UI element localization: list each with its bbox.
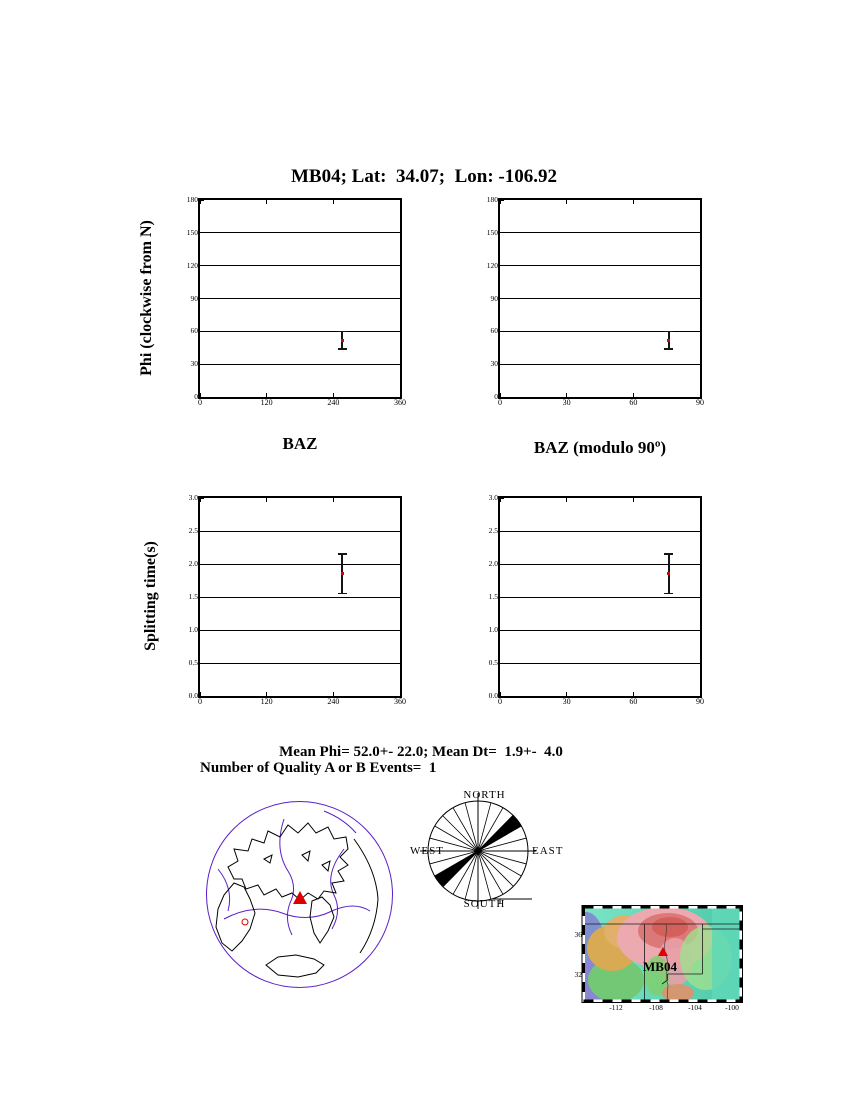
gridline	[200, 531, 400, 532]
x-tick-label: 240	[327, 398, 340, 407]
compass-label-north: NORTH	[463, 789, 506, 801]
x-tick-mark	[333, 200, 334, 204]
compass-label-west: WEST	[410, 845, 444, 857]
x-tick-mark	[333, 393, 334, 397]
x-tick-mark	[200, 498, 201, 502]
coastline-islands	[264, 851, 330, 871]
x-tick-mark	[633, 692, 634, 696]
y-tick-label: 0.5	[488, 658, 498, 667]
y-tick-mark	[200, 498, 204, 499]
y-tick-label: 2.0	[188, 559, 198, 568]
gridline	[500, 232, 700, 233]
y-tick-label: 60	[190, 326, 198, 336]
y-tick-label: 90	[190, 293, 198, 303]
x-tick-mark	[700, 200, 701, 204]
rose-spoke	[465, 803, 478, 851]
x-tick-mark	[500, 393, 501, 397]
rose-spoke	[478, 851, 526, 864]
x-tick-mark	[633, 200, 634, 204]
y-tick-label: 150	[186, 227, 198, 237]
y-tick-label: 1.0	[188, 625, 198, 634]
y-tick-mark	[500, 331, 504, 332]
map-xtick: -104	[688, 1003, 702, 1012]
error-bar-cap	[338, 553, 347, 555]
y-tick-label: 120	[186, 260, 198, 270]
gridline	[200, 564, 400, 565]
y-tick-label: 3.0	[188, 493, 198, 502]
x-tick-mark	[633, 393, 634, 397]
y-tick-label: 0.5	[188, 658, 198, 667]
x-tick-mark	[566, 393, 567, 397]
y-tick-mark	[200, 200, 204, 201]
map-ytick: 32	[574, 970, 582, 979]
y-tick-mark	[500, 232, 504, 233]
map-station-label: MB04	[643, 959, 677, 974]
x-tick-label: 360	[394, 697, 406, 706]
plot-dt-vs-baz	[188, 493, 406, 706]
y-tick-mark	[500, 265, 504, 266]
x-tick-mark	[266, 692, 267, 696]
x-tick-mark	[200, 692, 201, 696]
plate-boundary-line	[331, 849, 344, 929]
rose-wedge	[478, 815, 521, 851]
gridline	[200, 265, 400, 266]
x-tick-label: 90	[696, 697, 704, 706]
y-tick-mark	[200, 331, 204, 332]
error-bar-cap	[664, 593, 673, 595]
y-tick-mark	[200, 232, 204, 233]
plot-phi-vs-baz-mod90	[486, 195, 704, 407]
y-tick-mark	[200, 663, 204, 664]
y-tick-mark	[200, 298, 204, 299]
x-axis-label-baz-mod90: BAZ (modulo 90º)	[533, 438, 667, 457]
data-point	[667, 572, 670, 575]
gridline	[200, 663, 400, 664]
y-tick-label: 0.0	[488, 691, 498, 700]
rose-diagram	[402, 785, 567, 920]
page-title: MB04; Lat: 34.07; Lon: -106.92	[291, 166, 557, 187]
y-tick-label: 2.5	[488, 526, 498, 535]
x-tick-label: 0	[498, 398, 502, 407]
y-tick-label: 1.5	[188, 592, 198, 601]
y-tick-mark	[500, 597, 504, 598]
y-tick-label: 2.5	[188, 526, 198, 535]
y-tick-label: 3.0	[488, 493, 498, 502]
y-tick-mark	[500, 531, 504, 532]
x-tick-mark	[633, 498, 634, 502]
y-tick-label: 0.0	[188, 691, 198, 700]
data-point	[667, 339, 670, 342]
x-tick-label: 120	[260, 398, 273, 407]
coastline-south	[266, 955, 324, 977]
x-tick-mark	[700, 498, 701, 502]
gridline	[500, 364, 700, 365]
y-axis-label-phi: Phi (clockwise from N)	[138, 220, 155, 376]
y-tick-label: 1.5	[488, 592, 498, 601]
gridline	[200, 597, 400, 598]
data-point	[341, 572, 344, 575]
x-tick-mark	[700, 393, 701, 397]
error-bar-cap	[338, 331, 347, 333]
y-tick-label: 2.0	[488, 559, 498, 568]
y-tick-mark	[500, 498, 504, 499]
y-tick-label: 30	[190, 359, 198, 369]
x-tick-mark	[566, 498, 567, 502]
x-tick-label: 0	[198, 697, 202, 706]
y-axis-label-splitting-time: Splitting time(s)	[142, 541, 159, 651]
y-tick-mark	[200, 564, 204, 565]
x-tick-mark	[400, 498, 401, 502]
x-tick-label: 30	[562, 398, 571, 407]
x-tick-label: 90	[696, 398, 704, 407]
y-tick-label: 0	[194, 392, 198, 401]
x-tick-mark	[400, 200, 401, 204]
x-tick-mark	[200, 393, 201, 397]
y-tick-mark	[200, 265, 204, 266]
y-tick-mark	[200, 630, 204, 631]
x-tick-label: 240	[327, 697, 340, 706]
gridline	[500, 663, 700, 664]
x-tick-label: 360	[394, 398, 406, 407]
plate-boundary-line	[224, 906, 370, 919]
gridline	[500, 531, 700, 532]
y-tick-mark	[500, 364, 504, 365]
event-marker-circle	[242, 919, 248, 925]
compass-label-south: SOUTH	[463, 898, 506, 910]
error-bar-cap	[338, 593, 347, 595]
x-tick-mark	[500, 200, 501, 204]
y-tick-label: 1.0	[488, 625, 498, 634]
x-tick-mark	[266, 200, 267, 204]
gridline	[200, 364, 400, 365]
gridline	[200, 331, 400, 332]
y-tick-label: 150	[486, 227, 498, 237]
error-bar-cap	[664, 348, 673, 350]
station-map-svg	[570, 900, 755, 1018]
station-map	[570, 900, 755, 1018]
compass-label-east: EAST	[532, 845, 564, 857]
y-tick-label: 180	[186, 195, 198, 204]
rose-spoke	[478, 851, 491, 899]
y-tick-mark	[500, 630, 504, 631]
plot-phi-vs-baz	[186, 195, 406, 407]
x-axis-label-baz: BAZ	[282, 434, 318, 453]
gridline	[500, 630, 700, 631]
y-tick-label: 30	[490, 359, 498, 369]
summary-mean-values: Mean Phi= 52.0+- 22.0; Mean Dt= 1.9+- 4.0	[279, 744, 563, 760]
x-tick-mark	[500, 498, 501, 502]
x-tick-mark	[333, 498, 334, 502]
gridline	[500, 597, 700, 598]
error-bar-cap	[664, 553, 673, 555]
error-bar-cap	[664, 331, 673, 333]
map-xtick: -100	[725, 1003, 739, 1012]
x-tick-mark	[500, 692, 501, 696]
y-tick-label: 120	[486, 260, 498, 270]
gridline	[500, 564, 700, 565]
coastline-east	[310, 897, 334, 943]
y-tick-mark	[500, 200, 504, 201]
gridline	[500, 265, 700, 266]
plot-dt-vs-baz-mod90	[488, 493, 704, 706]
x-tick-label: 0	[198, 398, 202, 407]
y-tick-mark	[500, 298, 504, 299]
y-tick-label: 90	[490, 293, 498, 303]
x-tick-mark	[400, 393, 401, 397]
globe-map	[204, 799, 395, 990]
y-tick-mark	[200, 364, 204, 365]
summary-event-count: Number of Quality A or B Events= 1	[200, 760, 437, 776]
x-tick-mark	[266, 393, 267, 397]
map-xtick: -112	[609, 1003, 623, 1012]
y-tick-label: 0	[494, 392, 498, 401]
y-tick-label: 60	[490, 326, 498, 336]
x-tick-label: 30	[562, 697, 571, 706]
x-tick-mark	[566, 200, 567, 204]
map-ytick: 36	[574, 930, 582, 939]
y-tick-mark	[200, 597, 204, 598]
y-tick-mark	[500, 663, 504, 664]
x-tick-label: 0	[498, 697, 502, 706]
gridline	[200, 298, 400, 299]
x-tick-label: 60	[629, 398, 638, 407]
error-bar-cap	[338, 348, 347, 350]
gridline	[500, 298, 700, 299]
plate-boundary-line	[280, 819, 294, 935]
station-triangle-icon	[293, 891, 307, 904]
x-tick-mark	[566, 692, 567, 696]
gridline	[200, 630, 400, 631]
x-tick-mark	[700, 692, 701, 696]
x-tick-label: 60	[629, 697, 638, 706]
x-tick-label: 120	[260, 697, 273, 706]
data-point	[341, 339, 344, 342]
x-tick-mark	[266, 498, 267, 502]
y-tick-label: 180	[486, 195, 498, 204]
x-tick-mark	[200, 200, 201, 204]
y-tick-mark	[500, 564, 504, 565]
coastline-west	[216, 883, 255, 951]
map-xtick: -108	[649, 1003, 663, 1012]
y-tick-mark	[200, 531, 204, 532]
x-tick-mark	[333, 692, 334, 696]
gridline	[200, 232, 400, 233]
coastline-rim	[354, 839, 378, 953]
x-tick-mark	[400, 692, 401, 696]
